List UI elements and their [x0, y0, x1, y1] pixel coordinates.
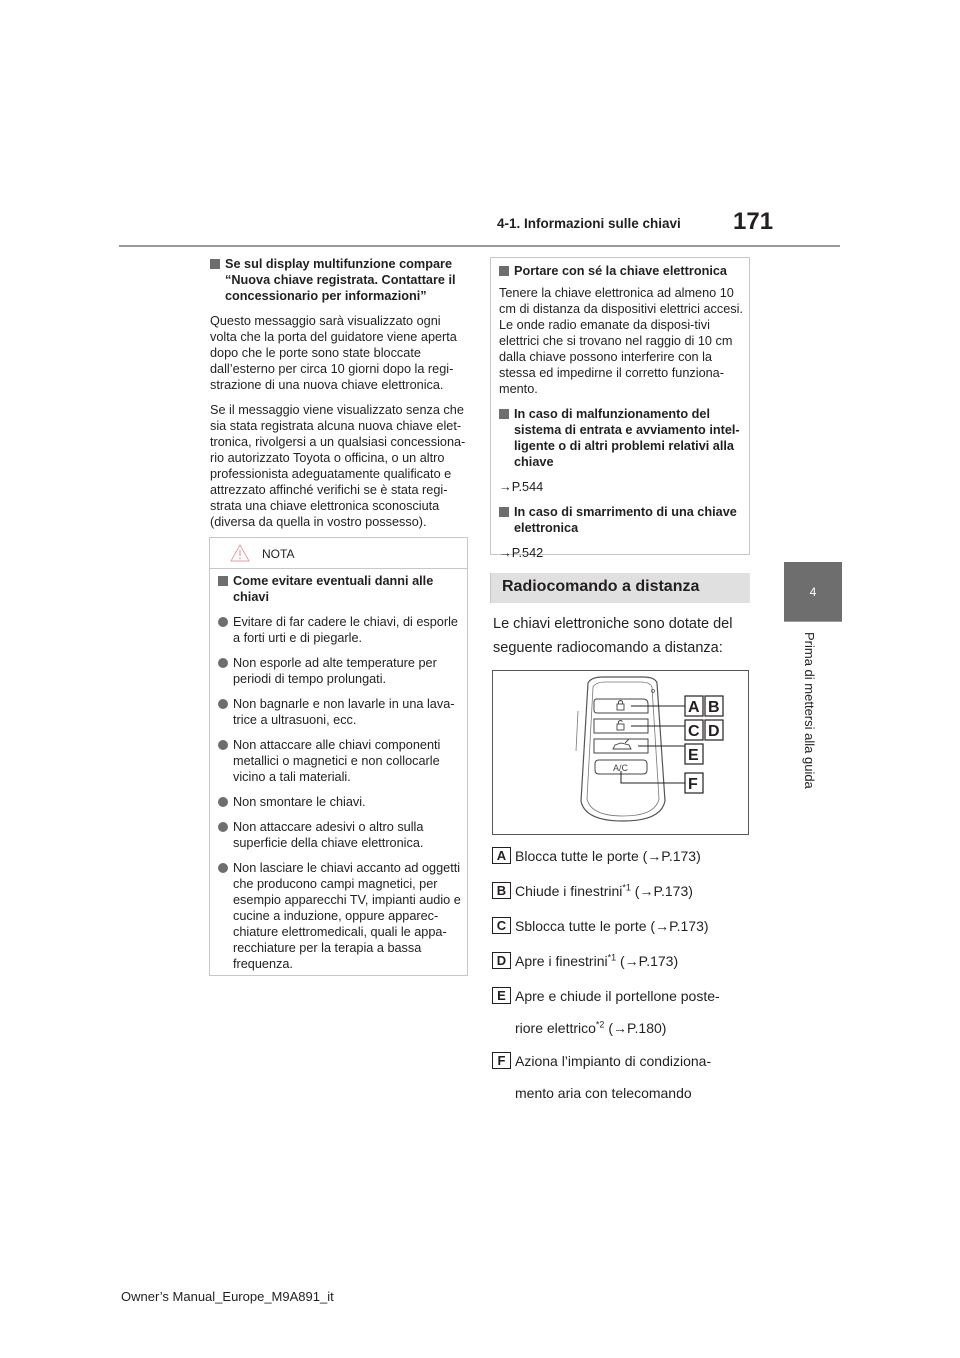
display-message-section [210, 256, 466, 530]
list-item: Non smontare le chiavi. [218, 794, 463, 810]
legend-letter: D [492, 952, 511, 969]
bullet-dot-icon [218, 863, 228, 873]
list-item: Evitare di far cadere le chiavi, di esporle a forti urti e di piegarle. [218, 614, 463, 646]
legend-letter: C [492, 917, 511, 934]
paragraph: Se il messaggio viene visualizzato senza che sia stata registrata alcuna nuova chiave elet-tronica, rivolgersi a un qualsiasi concessiona-rio autorizzato Toyota o officina, o un altro professionista adeguatamente qualificato e attrezzato affinché verifichi se è stata regi-strata una chiave elettronica sconosciuta (diversa da quella in vostro possesso). [210, 403, 466, 529]
section-heading: Radiocomando a distanza [490, 573, 750, 603]
square-bullet-icon [499, 266, 509, 276]
nota-label: NOTA [262, 547, 295, 561]
paragraph: Tenere la chiave elettronica ad almeno 10 cm di distanza da dispositivi elettrici accesi. Le onde radio emanate da disposi-tivi elettrici che si trovano nel raggio di 10 cm dalla chiave possono interferire con la stessa ed impedirne il corretto funziona-mento. [499, 286, 743, 396]
nota-heading: Come evitare eventuali danni alle chiavi [218, 573, 463, 605]
bullet-dot-icon [218, 740, 228, 750]
svg-text:C: C [688, 723, 700, 740]
square-bullet-icon [499, 507, 509, 517]
info-box [490, 257, 750, 560]
legend-letter: F [492, 1052, 511, 1069]
legend-item: A Blocca tutte le porte (→P.173) [492, 847, 701, 872]
bullet-dot-icon [218, 699, 228, 709]
page-reference[interactable]: (→P.173) [630, 883, 693, 899]
info-body [499, 263, 743, 570]
callout-c [685, 720, 703, 740]
page-reference[interactable]: →P.173) [647, 848, 701, 864]
page-number: 171 [733, 208, 774, 235]
svg-text:F: F [688, 776, 698, 793]
svg-text:B: B [708, 699, 720, 716]
list-item: Non esporle ad alte temperature per periodi di tempo prolungati. [218, 655, 463, 687]
list-item: Non lasciare le chiavi accanto ad oggetti che producono campi magnetici, per esempio apparecchi TV, impianti audio e cucine a induzione, oppure apparec-chiature elettromedicali, quali le appa-recchiature per la terapia a bassa frequenza. [218, 860, 463, 972]
list-item: Non attaccare adesivi o altro sulla superficie della chiave elettronica. [218, 819, 463, 851]
page-reference[interactable]: →P.542 [499, 546, 544, 560]
legend-item: F Aziona l’impianto di condiziona- mento aria con telecomando [492, 1052, 711, 1109]
chapter-label: Prima di mettersi alla guida [802, 632, 817, 789]
callout-f [685, 773, 703, 793]
footer-manual-id: Owner’s Manual_Europe_M9A891_it [121, 1289, 334, 1304]
square-bullet-icon [218, 576, 228, 586]
paragraph: Questo messaggio sarà visualizzato ogni volta che la porta del guidatore viene aperta dopo che le porte sono state bloccate dall’esterno per circa 10 giorni dopo la regi-strazione di una nuova chiave elettronica. [210, 314, 457, 392]
info-heading: Portare con sé la chiave elettronica [499, 263, 743, 279]
nota-title-bar [210, 538, 467, 569]
chapter-number: 4 [809, 584, 817, 599]
header-rule [119, 245, 840, 247]
key-fob-illustration [493, 671, 748, 834]
callout-d [705, 720, 723, 740]
section-title: 4-1. Informazioni sulle chiavi [497, 216, 681, 231]
legend-item: C Sblocca tutte le porte (→P.173) [492, 917, 709, 942]
list-item: Non bagnarle e non lavarle in una lava-trice a ultrasuoni, ecc. [218, 696, 463, 728]
ac-button-label: A/C [613, 763, 629, 773]
legend-letter: E [492, 987, 511, 1004]
legend-letter: B [492, 882, 511, 899]
list-item: Non attaccare alle chiavi componenti metallici o magnetici e non collocarle vicino a tali materiali. [218, 737, 463, 785]
callout-a [685, 696, 703, 716]
legend-letter: A [492, 847, 511, 864]
callout-e [685, 744, 703, 764]
square-bullet-icon [210, 259, 220, 269]
svg-text:E: E [688, 747, 699, 764]
page-reference[interactable]: →P.173) [655, 918, 709, 934]
square-bullet-icon [499, 409, 509, 419]
bullet-dot-icon [218, 822, 228, 832]
tab-divider [784, 621, 842, 622]
nota-box [209, 537, 468, 976]
info-heading: In caso di malfunzionamento del sistema di entrata e avviamento intel-ligente o di altri problemi relativi alla chiave [499, 406, 743, 470]
callout-b [705, 696, 723, 716]
display-message-heading: Se sul display multifunzione compare “Nuova chiave registrata. Contattare il concessionario per informazioni” [210, 256, 466, 304]
svg-text:D: D [708, 723, 720, 740]
bullet-dot-icon [218, 658, 228, 668]
warning-triangle-icon [230, 544, 250, 562]
page-reference[interactable]: (→P.180) [604, 1020, 667, 1036]
legend-item: B Chiude i finestrini$^{*1}$ (→P.173) [492, 882, 693, 907]
info-heading: In caso di smarrimento di una chiave elettronica [499, 504, 743, 536]
nota-body [218, 573, 463, 981]
bullet-dot-icon [218, 797, 228, 807]
svg-text:A: A [688, 699, 700, 716]
key-fob-figure [492, 670, 749, 835]
legend-item: D Apre i finestrini$^{*1}$ (→P.173) [492, 952, 678, 977]
bullet-dot-icon [218, 617, 228, 627]
intro-paragraph: Le chiavi elettroniche sono dotate del seguente radiocomando a distanza: [493, 616, 733, 656]
chapter-tab[interactable] [784, 562, 842, 621]
legend-item: E Apre e chiude il portellone poste- riore elettrico$^{*2}$ (→P.180) [492, 987, 720, 1044]
page-reference[interactable]: →P.544 [499, 480, 544, 494]
page-reference[interactable]: (→P.173) [616, 953, 679, 969]
